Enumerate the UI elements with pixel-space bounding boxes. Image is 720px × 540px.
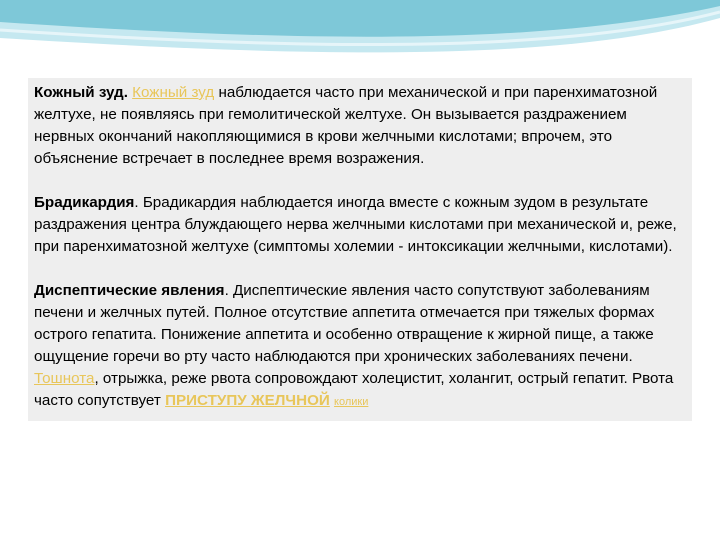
header-wave-decoration [0,0,720,80]
text-dyspepsia-a: . Диспептические явления часто сопутствуют заболеваниям печени и желчных путей. Полное отсутствие аппетита отмечается при тяжелых формах острого гепатита. Понижение аппетита и особенно отвращение к жирной пище, а также ощущение горечи во рту часто наблюдаются при хронических заболеваниях печени. [34,282,655,365]
link-nausea[interactable]: Тошнота [34,370,95,387]
link-colic[interactable]: колики [334,396,369,408]
heading-bradycardia: Брадикардия [34,194,135,211]
paragraph-bradycardia [34,192,686,258]
paragraph-pruritus [34,82,686,170]
text-dyspepsia-b: , отрыжка, реже рвота сопровождают холецистит, холангит, острый гепатит. Рвота часто сопутствует [34,370,674,409]
paragraph-dyspepsia [34,280,686,413]
text-bradycardia: . Брадикардия наблюдается иногда вместе с кожным зудом в результате раздражения центра блуждающего нерва желчными кислотами при механической и, реже, при паренхиматозной желтухе (симптомы холемии - интоксикации желчными, кислотами). [34,194,677,255]
link-pruritus[interactable]: Кожный зуд [132,84,215,101]
text-pruritus: наблюдается часто при механической и при паренхиматозной желтухе, не появляясь при гемолитической желтухе. Он вызывается раздражением нервных окончаний накопляющимися в крови желчными кислотами; впрочем, это объяснение встречает в последнее время возражения. [34,84,658,167]
heading-dyspepsia: Диспептические явления [34,282,225,299]
heading-pruritus: Кожный зуд. [34,84,128,101]
link-biliary-attack[interactable]: ПРИСТУПУ ЖЕЛЧНОЙ [165,392,330,409]
text-panel [28,78,692,421]
